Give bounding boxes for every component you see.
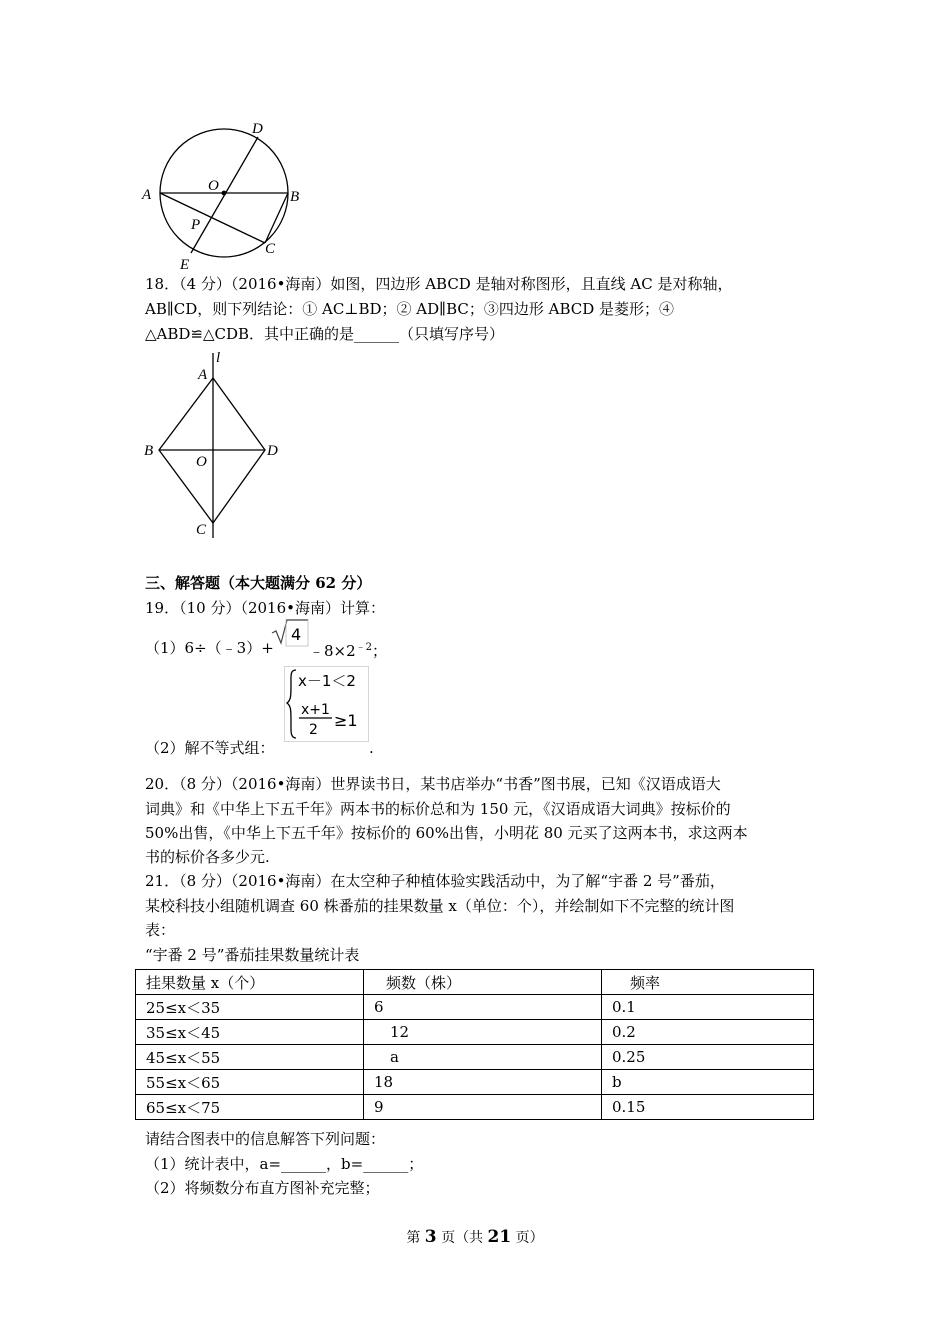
table-row bbox=[136, 1045, 814, 1070]
total-pages: 21 bbox=[487, 1227, 512, 1247]
label-c: C bbox=[265, 241, 276, 257]
label-o: O bbox=[196, 454, 207, 470]
q18-line2: AB∥CD，则下列结论：① AC⊥BD；② AD∥BC；③四边形 ABCD 是菱形；④ bbox=[145, 300, 675, 318]
table-cell: 6 bbox=[364, 995, 602, 1020]
page-footer bbox=[0, 1227, 950, 1247]
header-cell: 挂果数量 x（个） bbox=[136, 970, 364, 995]
table-cell: 0.15 bbox=[602, 1095, 814, 1120]
label-b: B bbox=[290, 189, 300, 205]
table-header-row bbox=[136, 970, 814, 995]
table-cell: 18 bbox=[364, 1070, 602, 1095]
ineq-2-num: x+1 bbox=[301, 702, 330, 718]
table-cell: 35≤x＜45 bbox=[136, 1020, 364, 1045]
q19-part1-rest bbox=[309, 638, 387, 661]
ineq-2-den: 2 bbox=[309, 722, 318, 738]
chord-bc bbox=[265, 193, 288, 243]
header-cell: 频率 bbox=[602, 970, 814, 995]
q19-part1-end: ； bbox=[372, 642, 388, 660]
table-cell: 9 bbox=[364, 1095, 602, 1120]
table-cell: b bbox=[602, 1070, 814, 1095]
footer-prefix: 第 bbox=[406, 1230, 425, 1246]
radical-content: 4 bbox=[291, 625, 302, 644]
inequality-system bbox=[284, 666, 369, 742]
table-cell: 0.25 bbox=[602, 1045, 814, 1070]
label-d: D bbox=[267, 443, 278, 459]
q19-header: 19．（10 分）（2016•海南）计算： bbox=[145, 599, 385, 617]
q19-part2-end: . bbox=[369, 739, 374, 757]
q21-line3: 表： bbox=[145, 921, 176, 939]
footer-suffix: 页） bbox=[511, 1230, 544, 1246]
q21-sub1: （1）统计表中，a=______，b=______； bbox=[145, 1155, 424, 1173]
q20-line3: 50%出售，《中华上下五千年》按标价的 60%出售，小明花 80 元买了这两本书，求这两本 bbox=[145, 824, 748, 842]
q19-exponent: ﹣2 bbox=[355, 642, 373, 653]
label-l: l bbox=[216, 350, 221, 366]
table-cell: 45≤x＜55 bbox=[136, 1045, 364, 1070]
label-o: O bbox=[208, 178, 219, 194]
label-b: B bbox=[144, 443, 154, 459]
circle-figure bbox=[135, 115, 310, 275]
sqrt-symbol bbox=[270, 619, 310, 647]
ineq-1: x－1＜2 bbox=[298, 672, 356, 690]
table-cell: a bbox=[364, 1045, 602, 1070]
q21-sub2: （2）将频数分布直方图补充完整； bbox=[145, 1179, 380, 1197]
center-dot bbox=[222, 191, 227, 196]
rhombus-figure bbox=[135, 348, 295, 543]
footer-middle: 页（共 bbox=[436, 1230, 488, 1246]
table-row bbox=[136, 1095, 814, 1120]
table-row bbox=[136, 995, 814, 1020]
table-cell: 12 bbox=[364, 1020, 602, 1045]
q18-line1: 18．（4 分）（2016•海南）如图，四边形 ABCD 是轴对称图形，且直线 AC 是对称轴， bbox=[145, 275, 733, 293]
q20-line1: 20．（8 分）（2016•海南）世界读书日，某书店举办“书香”图书展，已知《汉语成语大 bbox=[145, 775, 721, 793]
header-cell: 频数（株） bbox=[364, 970, 602, 995]
table-cell: 25≤x＜35 bbox=[136, 995, 364, 1020]
q19-part1-prefix: （1）6÷（﹣3）+ bbox=[145, 639, 274, 657]
ineq-2-rel: ≥1 bbox=[334, 711, 358, 730]
table-cell: 0.2 bbox=[602, 1020, 814, 1045]
left-brace bbox=[287, 670, 296, 738]
q18-line3: △ABD≌△CDB．其中正确的是______（只填写序号） bbox=[145, 325, 505, 343]
q21-line2: 某校科技小组随机调查 60 株番茄的挂果数量 x（单位：个），并绘制如下不完整的统计图 bbox=[145, 897, 735, 915]
statistics-table bbox=[135, 969, 814, 1120]
table-row bbox=[136, 1070, 814, 1095]
label-c: C bbox=[196, 522, 207, 538]
table-title: “宇番 2 号”番茄挂果数量统计表 bbox=[145, 946, 360, 964]
label-p: P bbox=[191, 217, 201, 233]
q19-part1 bbox=[145, 638, 274, 658]
table-row bbox=[136, 1020, 814, 1045]
label-d: D bbox=[252, 121, 263, 137]
q21-after-table: 请结合图表中的信息解答下列问题： bbox=[145, 1130, 386, 1148]
label-e: E bbox=[180, 257, 190, 273]
table-cell: 65≤x＜75 bbox=[136, 1095, 364, 1120]
radical-sign bbox=[272, 620, 308, 643]
section-title: 三、解答题（本大题满分 62 分） bbox=[145, 574, 372, 592]
table-cell: 55≤x＜65 bbox=[136, 1070, 364, 1095]
label-a: A bbox=[142, 187, 152, 203]
q20-line2: 词典》和《中华上下五千年》两本书的标价总和为 150 元，《汉语成语大词典》按标价的 bbox=[145, 800, 731, 818]
q21-line1: 21．（8 分）（2016•海南）在太空种子种植体验实践活动中，为了解“宇番 2 号”番茄， bbox=[145, 872, 725, 890]
q19-part1-suffix: ﹣8×2 bbox=[309, 642, 356, 660]
table-cell: 0.1 bbox=[602, 995, 814, 1020]
label-a: A bbox=[198, 367, 208, 383]
q19-part2-label: （2）解不等式组： bbox=[145, 739, 275, 757]
current-page: 3 bbox=[424, 1227, 437, 1247]
q20-line4: 书的标价各多少元. bbox=[145, 848, 270, 866]
